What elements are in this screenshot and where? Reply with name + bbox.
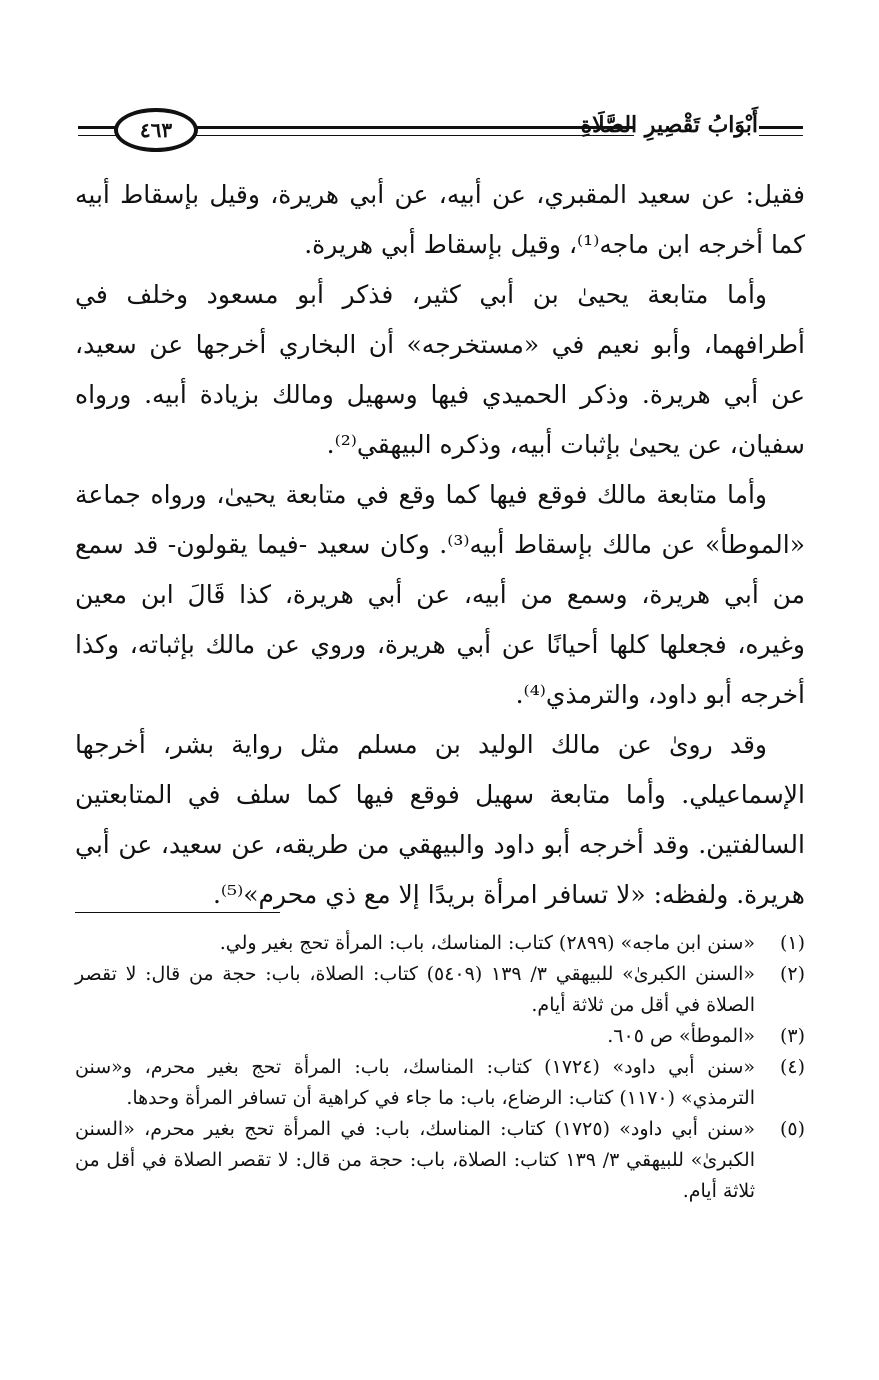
footnote-number: (١)	[779, 932, 805, 954]
header-rule	[78, 126, 116, 129]
paragraph: وقد روىٰ عن مالك الوليد بن مسلم مثل رواية بشر، أخرجها الإسماعيلي. وأما متابعة سهيل فوقع فيها كما سلف في المتابعتين السالفتين. وقد أخرجه أبو داود والبيهقي من طريقه، عن سعيد، عن أبي هريرة. ولفظه: «لا تسافر امرأة بريدًا إلا مع ذي محرم»⁽⁵⁾.	[75, 730, 805, 909]
header-rule	[759, 135, 803, 136]
footnote-text: «سنن أبي داود» (١٧٢٤) كتاب: المناسك، باب: المرأة تحج بغير محرم، و«سنن الترمذي» (١١٧٠) كتاب: الرضاع، باب: ما جاء في كراهية أن تسافر المرأة وحدها.	[75, 1056, 755, 1109]
paragraph: فقيل: عن سعيد المقبري، عن أبيه، عن أبي هريرة، وقيل بإسقاط أبيه كما أخرجه ابن ماجه⁽¹⁾، وقيل بإسقاط أبي هريرة.	[75, 180, 805, 259]
paragraph: وأما متابعة يحيىٰ بن أبي كثير، فذكر أبو مسعود وخلف في أطرافهما، وأبو نعيم في «مستخرجه» أن البخاري أخرجها عن سعيد، عن أبي هريرة. وذكر الحميدي فيها وسهيل ومالك بزيادة أبيه. ورواه سفيان، عن يحيىٰ بإثبات أبيه، وذكره البيهقي⁽²⁾.	[75, 280, 805, 459]
footnote	[75, 959, 805, 1021]
footnotes	[75, 928, 805, 1207]
footnote-number: (٢)	[779, 963, 805, 985]
header-rule	[78, 135, 116, 136]
header-rule	[196, 126, 634, 129]
header-rule	[759, 126, 803, 129]
header-rule	[196, 135, 634, 136]
page-number: ٤٦٣	[114, 108, 198, 152]
footnote-text: «سنن أبي داود» (١٧٢٥) كتاب: المناسك، باب: في المرأة تحج بغير محرم، «السنن الكبرىٰ» للبيهقي ٣/ ١٣٩ كتاب: الصلاة، باب: حجة من قال: لا تقصر الصلاة في أقل من ثلاثة أيام.	[75, 1118, 755, 1202]
footnote	[75, 928, 805, 959]
footnote-number: (٤)	[779, 1056, 805, 1078]
paragraph: وأما متابعة مالك فوقع فيها كما وقع في متابعة يحيىٰ، ورواه جماعة «الموطأ» عن مالك بإسقاط أبيه⁽³⁾. وكان سعيد -فيما يقولون- قد سمع من أبي هريرة، وسمع من أبيه، عن أبي هريرة، كذا قَالَ ابن معين وغيره، فجعلها كلها أحيانًا عن أبي هريرة، وروي عن مالك بإثباته، وكذا أخرجه أبو داود، والترمذي⁽⁴⁾.	[75, 480, 805, 709]
footnote	[75, 1114, 805, 1207]
footnote-text: «سنن ابن ماجه» (٢٨٩٩) كتاب: المناسك، باب: المرأة تحج بغير ولي.	[219, 932, 755, 954]
footnote-number: (٣)	[779, 1025, 805, 1047]
footnote-text: «السنن الكبرىٰ» للبيهقي ٣/ ١٣٩ (٥٤٠٩) كتاب: الصلاة، باب: حجة من قال: لا تقصر الصلاة في أقل من ثلاثة أيام.	[75, 963, 756, 1016]
running-title: أَبْوَابُ تَقْصِيرِ الصَّلَاةِ	[580, 112, 758, 138]
footnote-separator	[75, 912, 280, 913]
footnote-number: (٥)	[779, 1118, 805, 1140]
main-text	[75, 170, 805, 920]
footnote	[75, 1021, 805, 1052]
page-header	[78, 108, 803, 156]
footnote	[75, 1052, 805, 1114]
footnote-text: «الموطأ» ص ٦٠٥.	[607, 1025, 755, 1047]
